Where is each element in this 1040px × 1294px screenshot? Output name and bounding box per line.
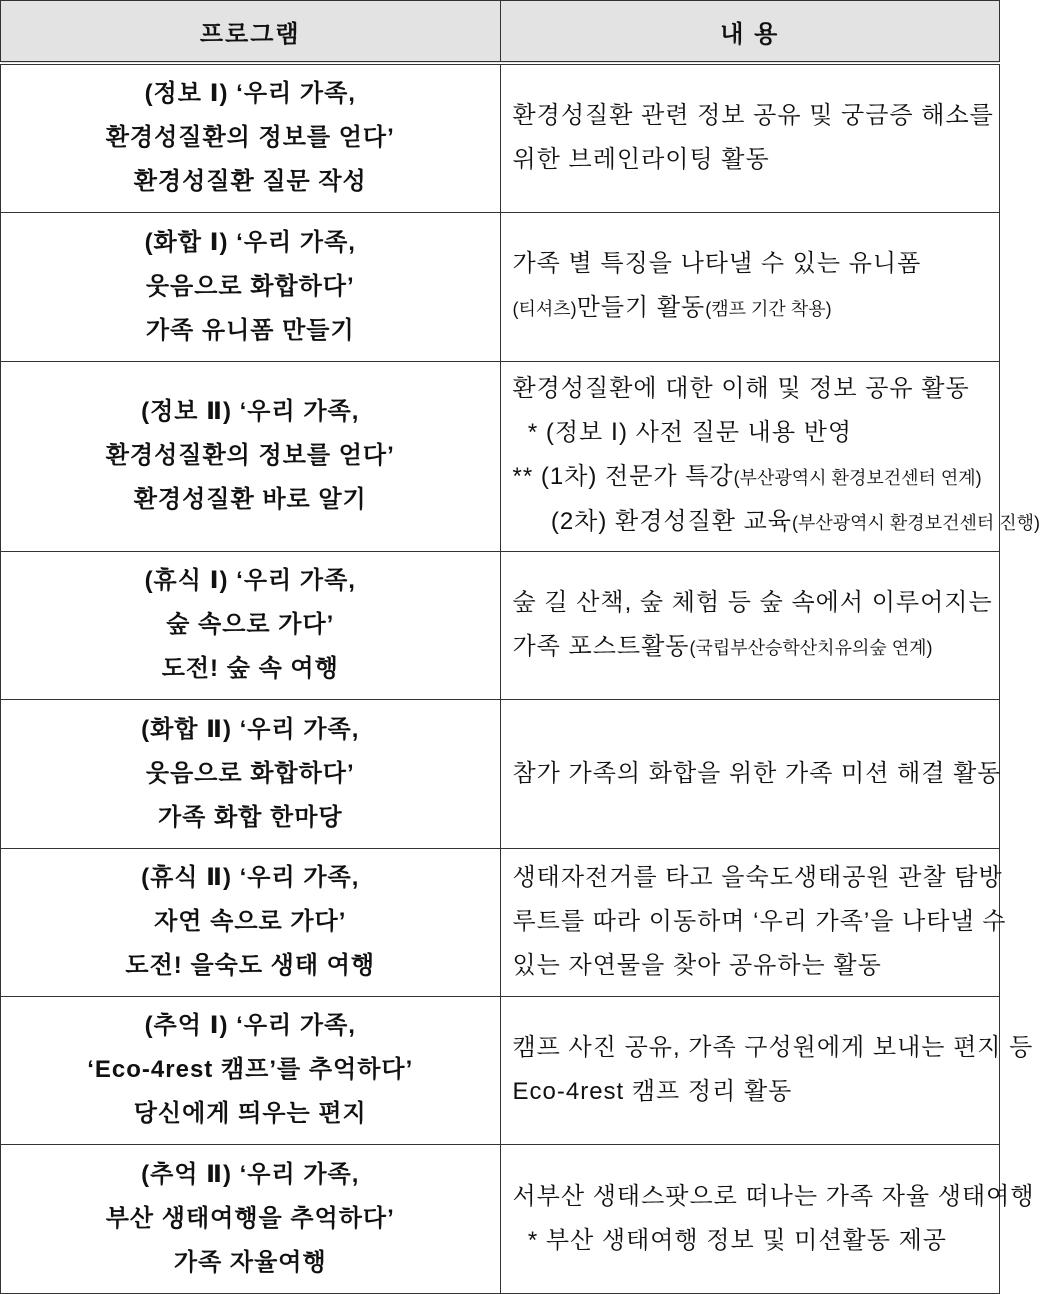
header-program: 프로그램 (1, 1, 501, 64)
content-line (512, 1175, 1035, 1219)
program-cell (1, 212, 501, 361)
program-line: (화합 Ⅱ) ‘우리 가족, (141, 715, 360, 743)
content-line (512, 856, 1003, 900)
content-line (513, 944, 1000, 988)
content-note: (캠프 기간 착용) (705, 299, 832, 319)
table-row (1, 361, 1000, 551)
program-line: 도전! 을숙도 생태 여행 (125, 952, 376, 979)
program-cell (1, 848, 501, 996)
content-line (513, 625, 1000, 670)
content-cell (500, 212, 1000, 361)
program-line: 부산 생태여행을 추억하다’ (105, 1204, 395, 1232)
content-line (513, 367, 1000, 411)
program-line: 도전! 숲 속 여행 (161, 655, 339, 682)
content-line (513, 752, 1000, 796)
program-line: 숲 속으로 가다’ (166, 611, 335, 638)
content-line (513, 1219, 1000, 1263)
content-line (513, 138, 1000, 182)
content-cell (500, 1144, 1035, 1293)
content-text: 환경성질환 관련 정보 공유 및 궁금증 해소를 (512, 102, 994, 130)
program-line: 환경성질환 질문 작성 (133, 168, 367, 196)
content-text: 생태자전거를 타고 을숙도생태공원 관찰 탐방 (512, 864, 1003, 891)
content-text: 숲 길 산책, 숲 체험 등 숲 속에서 이루어지는 (512, 588, 993, 616)
content-line (512, 900, 1007, 944)
content-cell (500, 699, 1000, 848)
program-cell (1, 63, 501, 212)
table-row (1, 848, 1000, 996)
program-line: (추억 Ⅱ) ‘우리 가족, (141, 1160, 360, 1188)
program-line: (휴식 Ⅰ) ‘우리 가족, (144, 567, 356, 594)
program-line: 자연 속으로 가다’ (154, 908, 347, 935)
program-cell (1, 1144, 501, 1293)
content-text: (2차) 환경성질환 교육 (512, 508, 792, 535)
content-line (513, 94, 1000, 138)
program-cell (1, 551, 501, 699)
program-line: (화합 Ⅰ) ‘우리 가족, (144, 228, 356, 256)
table-row (1, 699, 1000, 848)
program-cell (1, 361, 501, 551)
content-text: 캠프 사진 공유, 가족 구성원에게 보내는 편지 등 (512, 1034, 1034, 1061)
program-line: 가족 유니폼 만들기 (145, 316, 355, 344)
content-text: 가족 별 특징을 나타낼 수 있는 유니폼 (512, 250, 922, 277)
content-text: 루트를 따라 이동하며 ‘우리 가족’을 나타낼 수 (512, 908, 1007, 935)
table-row (1, 996, 1000, 1144)
header-content: 내 용 (500, 1, 1000, 64)
program-line: 가족 화합 한마당 (157, 803, 343, 831)
table-row (1, 1144, 1000, 1293)
program-line: (추억 Ⅰ) ‘우리 가족, (144, 1012, 356, 1039)
table-row (1, 63, 1000, 212)
content-text: Eco-4rest 캠프 정리 활동 (512, 1078, 793, 1105)
content-line (513, 286, 1000, 331)
content-note: (티셔츠) (512, 299, 577, 319)
program-line: 환경성질환의 정보를 얻다’ (105, 442, 395, 469)
content-cell (500, 361, 1040, 551)
program-line: 당신에게 띄우는 편지 (133, 1100, 367, 1127)
content-note: (부산광역시 환경보건센터 연계) (733, 468, 982, 488)
content-cell (500, 63, 1000, 212)
program-line: (정보 Ⅱ) ‘우리 가족, (141, 398, 360, 425)
content-line (513, 1070, 1000, 1114)
content-text: 위한 브레인라이팅 활동 (512, 146, 770, 174)
content-text: 만들기 활동 (576, 294, 706, 321)
content-cell (500, 996, 1034, 1144)
program-cell (1, 699, 501, 848)
content-text: 참가 가족의 화합을 위한 가족 미션 해결 활동 (512, 759, 1002, 787)
content-text: 있는 자연물을 찾아 공유하는 활동 (512, 952, 882, 979)
content-line (512, 1026, 1034, 1070)
content-text: 서부산 생태스팟으로 떠나는 가족 자율 생태여행 (512, 1182, 1035, 1210)
content-line (513, 411, 1000, 455)
content-text: * (정보 Ⅰ) 사전 질문 내용 반영 (512, 419, 853, 446)
content-cell (500, 848, 1007, 996)
content-cell (500, 551, 1000, 699)
program-line: 가족 자율여행 (173, 1248, 327, 1276)
content-text: 가족 포스트활동 (512, 632, 690, 660)
program-line: (휴식 Ⅱ) ‘우리 가족, (141, 864, 360, 891)
program-line: 웃음으로 화합하다’ (145, 759, 355, 787)
table-row (1, 551, 1000, 699)
program-line: 웃음으로 화합하다’ (145, 272, 355, 300)
content-text: 환경성질환에 대한 이해 및 정보 공유 활동 (512, 375, 970, 402)
program-line: 환경성질환의 정보를 얻다’ (105, 124, 395, 152)
content-note: (부산광역시 환경보건센터 진행) (791, 513, 1040, 533)
content-line (513, 581, 1000, 625)
header-row (1, 1, 1000, 64)
content-text: * 부산 생태여행 정보 및 미션활동 제공 (512, 1226, 947, 1254)
program-line: (정보 Ⅰ) ‘우리 가족, (144, 80, 356, 108)
content-text: ** (1차) 전문가 특강 (512, 463, 734, 490)
program-line: 환경성질환 바로 알기 (133, 486, 367, 513)
content-line (512, 500, 1040, 545)
content-note: (국립부산승학산치유의숲 연계) (689, 637, 933, 658)
content-line (513, 242, 1000, 286)
program-cell (1, 996, 501, 1144)
content-line (513, 455, 1000, 500)
program-line: ‘Eco-4rest 캠프’를 추억하다’ (87, 1056, 414, 1083)
table-row (1, 212, 1000, 361)
